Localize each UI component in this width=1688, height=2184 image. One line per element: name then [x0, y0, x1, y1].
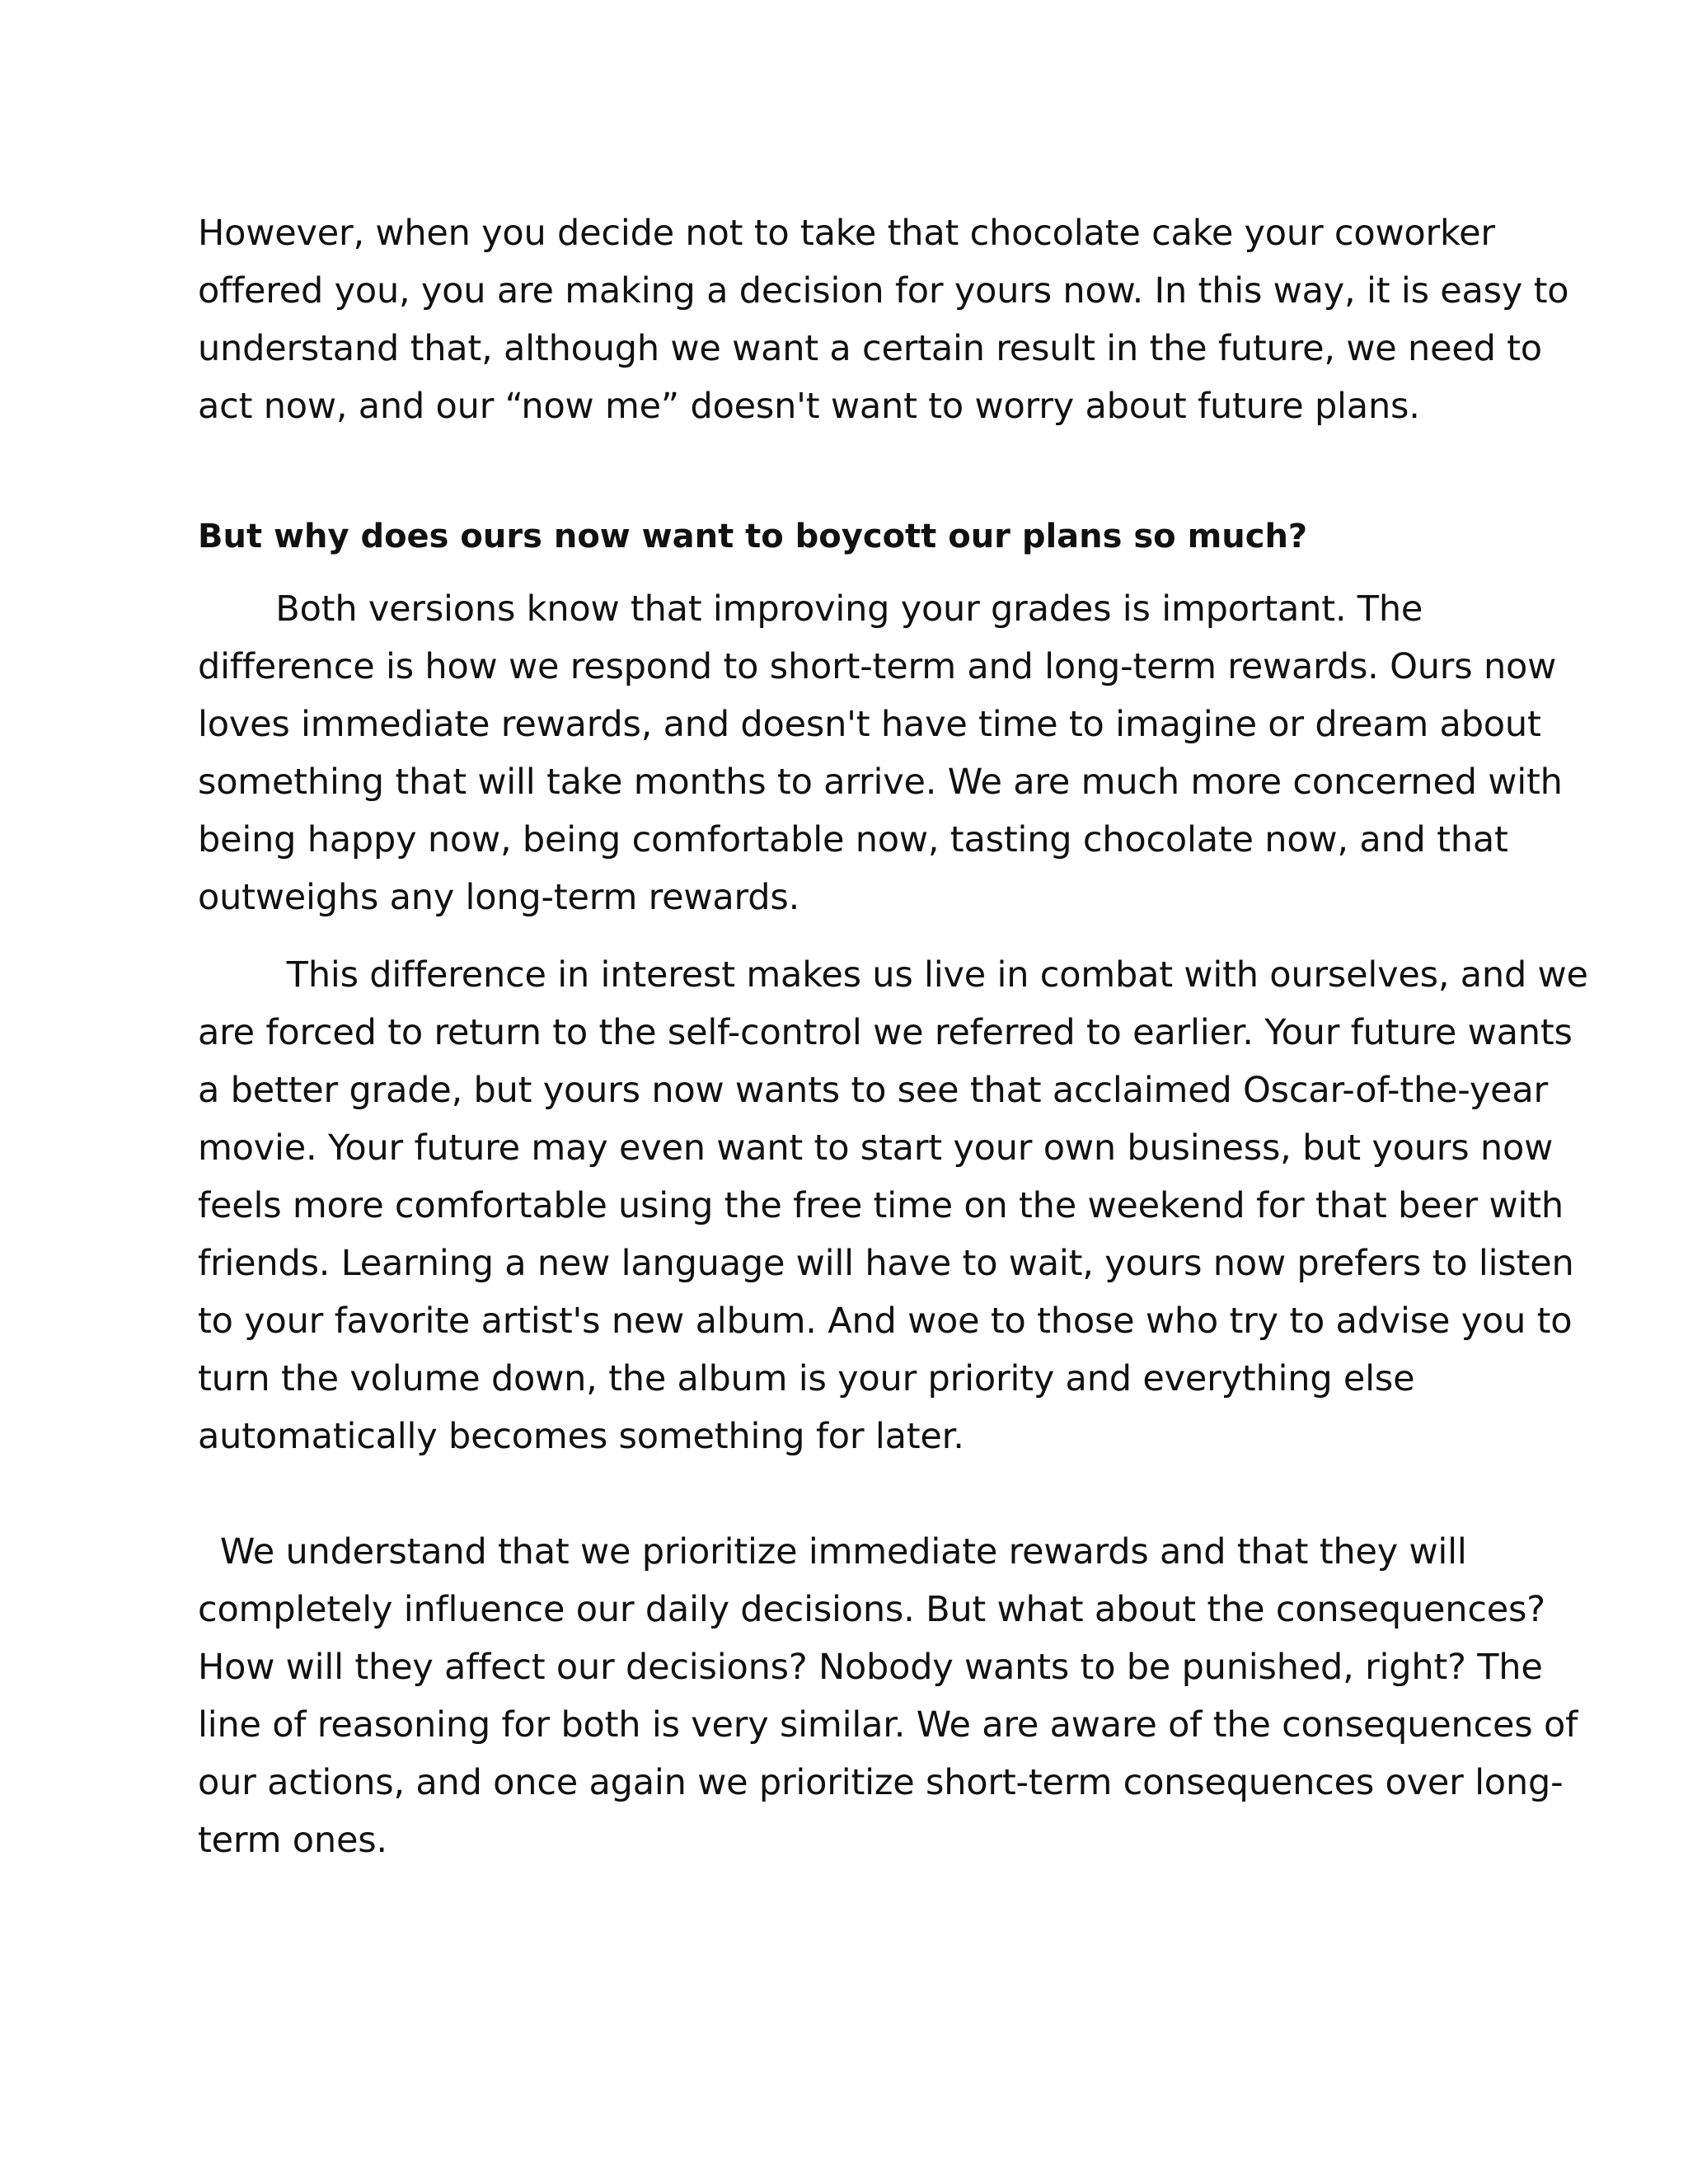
intro-paragraph — [198, 204, 1582, 435]
text-line: offered you, you are making a decision for yours now. In this way, it is easy to — [198, 270, 1569, 312]
text-line: line of reasoning for both is very similar. We are aware of the consequences of — [198, 1704, 1578, 1746]
text-line: However, when you decide not to take that chocolate cake your coworker — [198, 213, 1495, 254]
text-line: term ones. — [198, 1820, 387, 1861]
text-line: act now, and our “now me” doesn't want to worry about future plans. — [198, 386, 1420, 427]
body-paragraph — [198, 946, 1588, 1465]
text-line: Both versions know that improving your grades is important. The — [198, 588, 1423, 630]
text-line: We understand that we prioritize immediate rewards and that they will — [198, 1531, 1467, 1572]
text-line: How will they affect our decisions? Nobody wants to be punished, right? The — [198, 1647, 1543, 1688]
section-heading: But why does ours now want to boycott our plans so much? — [198, 518, 1308, 555]
text-line: friends. Learning a new language will have to wait, yours now prefers to listen — [198, 1243, 1574, 1284]
text-line: something that will take months to arrive. We are much more concerned with — [198, 762, 1563, 803]
text-line: difference is how we respond to short-term and long-term rewards. Ours now — [198, 646, 1557, 687]
text-line: completely influence our daily decisions. But what about the consequences? — [198, 1589, 1545, 1630]
text-line: are forced to return to the self-control we referred to earlier. Your future wants — [198, 1012, 1573, 1053]
text-line: a better grade, but yours now wants to see that acclaimed Oscar-of-the-year — [198, 1070, 1548, 1111]
body-paragraph — [198, 1523, 1582, 1869]
text-line: movie. Your future may even want to start your own business, but yours now — [198, 1127, 1554, 1169]
text-line: being happy now, being comfortable now, tasting chocolate now, and that — [198, 819, 1508, 860]
text-line: turn the volume down, the album is your priority and everything else — [198, 1358, 1415, 1399]
body-paragraph — [198, 580, 1582, 926]
text-line: outweighs any long-term rewards. — [198, 877, 800, 918]
page-content — [198, 204, 1588, 1869]
text-line: automatically becomes something for later. — [198, 1416, 964, 1457]
text-line: our actions, and once again we prioritize short-term consequences over long- — [198, 1762, 1564, 1803]
text-line: feels more comfortable using the free time on the weekend for that beer with — [198, 1185, 1564, 1226]
text-line: understand that, although we want a certain result in the future, we need to — [198, 328, 1542, 369]
text-line: loves immediate rewards, and doesn't have time to imagine or dream about — [198, 704, 1541, 745]
text-line: to your favorite artist's new album. And woe to those who try to advise you to — [198, 1301, 1573, 1342]
text-line: This difference in interest makes us live in combat with ourselves, and we — [198, 954, 1588, 996]
